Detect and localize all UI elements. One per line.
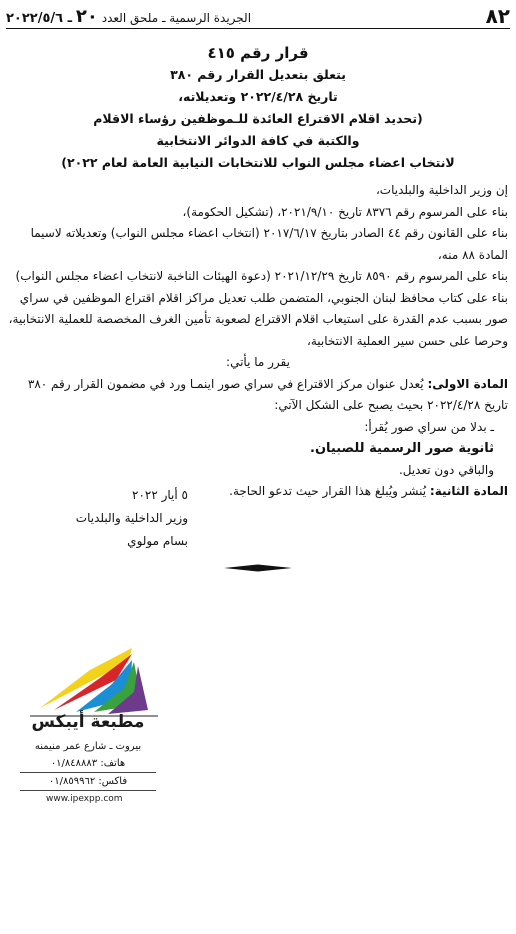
section-divider: [224, 563, 292, 573]
signature-title: وزير الداخلية والبلديات: [75, 511, 188, 525]
article-1: [8, 374, 508, 417]
preamble-governor-letter: بناء على كتاب محافظ لبنان الجنوبي، المتضمن طلب تعديل مراكز اقلام اقتراع الموظفين في سراي صور بسبب عدم القدرة على استيعاب اقلام الاقتراع لصعوبة تأمين الغرف المخصصة للعملية الانتخابية،: [8, 290, 508, 326]
article-1-label: المادة الاولى:: [427, 376, 508, 391]
decision-body: [8, 180, 508, 503]
issue-number: ٢٠: [75, 5, 98, 27]
title-line-4: والكتبة في كافة الدوائر الانتخابية: [156, 133, 360, 148]
article-2-text: يُنشر ويُبلغ هذا القرار حيث تدعو الحاجة.: [229, 484, 430, 498]
preamble-decree-8376: بناء على المرسوم رقم ٨٣٧٦ تاريخ ٢٠٢١/٩/١٠، (تشكيل الحكومة)،: [182, 204, 508, 219]
preamble-minister: إن وزير الداخلية والبلديات،: [375, 183, 508, 197]
preamble-decree-8590: بناء على المرسوم رقم ٨٥٩٠ تاريخ ٢٠٢١/١٢/٢٩ (دعوة الهيئات الناخبة لانتخاب اعضاء مجلس النواب): [15, 269, 508, 283]
page-number: ٨٢: [485, 4, 510, 28]
title-line-5: لانتخاب اعضاء مجلس النواب للانتخابات النيابية العامة لعام ٢٠٢٢): [61, 155, 455, 170]
signature-block: [8, 484, 188, 553]
title-line-1: يتعلق بتعديل القرار رقم ٣٨٠: [170, 67, 346, 82]
title-line-3: (تحديد اقلام الاقتراع العائدة للـموظفين رؤساء الاقلام: [93, 111, 423, 126]
printer-fax: فاكس: ٠١/٨٥٩٩٦٢: [20, 773, 156, 791]
article-1-new-address: ثانوية صور الرسمية للصبيان.: [310, 441, 494, 456]
decides-line: يقرر ما يأتي:: [226, 355, 290, 369]
journal-title: [6, 6, 251, 27]
printer-website: www.ipexpp.com: [46, 794, 123, 804]
printer-contact: [20, 738, 156, 791]
printer-phone: هاتف: ٠١/٨٤٨٨٨٣: [20, 755, 156, 773]
decision-titles: [0, 42, 516, 174]
article-2-label: المادة الثانية:: [429, 484, 508, 498]
preamble-conduct: وحرصا على حسن سير العملية الانتخابية،: [307, 333, 508, 348]
signature-date: ٥ أيار ٢٠٢٢: [132, 488, 188, 502]
page-header: [6, 4, 510, 29]
article-1-text: يُعدل عنوان مركز الاقتراع في سراي صور اينمـا ورد في مضمون القرار رقم ٣٨٠ تاريخ ٢٠٢٢/٤/٢٨ بحيث يصبح على الشكل الآتي:: [27, 376, 508, 412]
signature-name: بسام مولوي: [127, 534, 188, 548]
printer-address: بيروت ـ شارع عمر منيمنه: [34, 741, 142, 752]
printer-name: مطبعة أيبكس: [31, 712, 145, 732]
issue-date: ـ ٢٠٢٢/٥/٦: [6, 10, 73, 26]
decision-number: قرار رقم ٤١٥: [207, 44, 309, 62]
preamble-law-44: بناء على القانون رقم ٤٤ الصادر بتاريخ ٢٠١٧/٦/١٧ (انتخاب اعضاء مجلس النواب) وتعديلاته لاسيما المادة ٨٨ منه،: [30, 226, 508, 262]
article-1-sub: ـ بدلا من سراي صور يُقرأ:: [364, 419, 494, 434]
title-line-2: تاريخ ٢٠٢٢/٤/٢٨ وتعديلاته،: [178, 89, 338, 104]
journal-name: الجريدة الرسمية ـ ملحق العدد: [101, 10, 252, 25]
article-1-rest: والباقي دون تعديل.: [398, 462, 494, 477]
